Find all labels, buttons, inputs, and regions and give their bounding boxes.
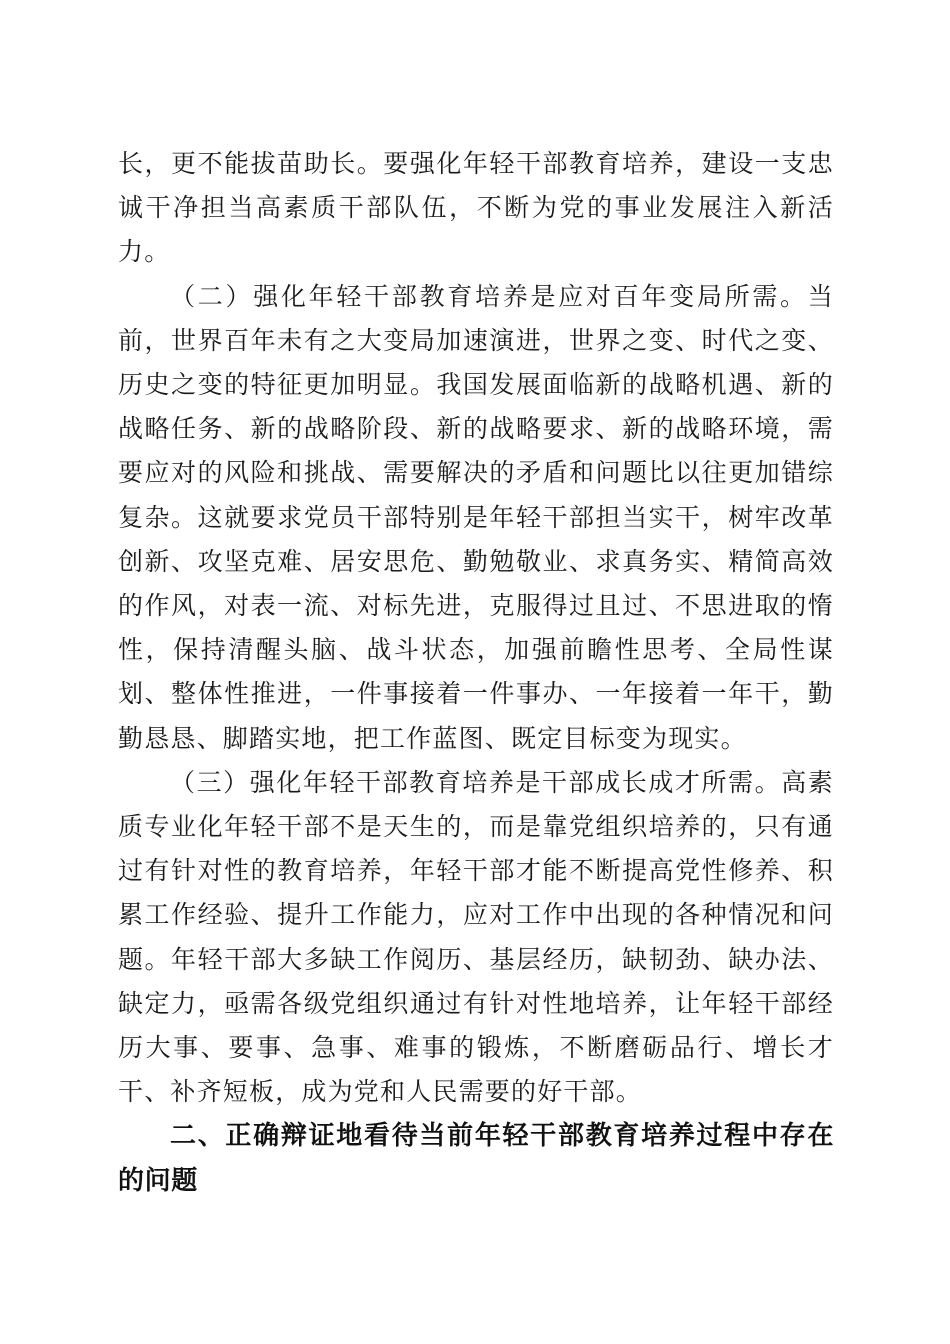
paragraph-section-3: （三）强化年轻干部教育培养是干部成长成才所需。高素质专业化年轻干部不是天生的，而是靠党组织培养的，只有通过有针对性的教育培养，年轻干部才能不断提高党性修养、积累工作经验、提升工作能力，应对工作中出现的各种情况和问题。年轻干部大多缺工作阅历、基层经历，缺韧劲、缺办法、缺定力，亟需各级党组织通过有针对性地培养，让年轻干部经历大事、要事、急事、难事的锻炼，不断磨砺品行、增长才干、补齐短板，成为党和人民需要的好干部。 — [118, 767, 834, 1107]
paragraph-continuation: 长，更不能拔苗助长。要强化年轻干部教育培养，建设一支忠诚干净担当高素质干部队伍，不断为党的事业发展注入新活力。 — [118, 149, 834, 267]
section-heading-2: 二、正确辩证地看待当前年轻干部教育培养过程中存在的问题 — [118, 1121, 834, 1196]
document-body — [118, 142, 834, 1203]
paragraph-section-2: （二）强化年轻干部教育培养是应对百年变局所需。当前，世界百年未有之大变局加速演进，世界之变、时代之变、历史之变的特征更加明显。我国发展面临新的战略机遇、新的战略任务、新的战略阶段、新的战略要求、新的战略环境，需要应对的风险和挑战、需要解决的矛盾和问题比以往更加错综复杂。这就要求党员干部特别是年轻干部担当实干，树牢改革创新、攻坚克难、居安思危、勤勉敬业、求真务实、精简高效的作风，对表一流、对标先进，克服得过且过、不思进取的惰性，保持清醒头脑、战斗状态，加强前瞻性思考、全局性谋划、整体性推进，一件事接着一件事办、一年接着一年干，勤勤恳恳、脚踏实地，把工作蓝图、既定目标变为现实。 — [118, 281, 834, 753]
